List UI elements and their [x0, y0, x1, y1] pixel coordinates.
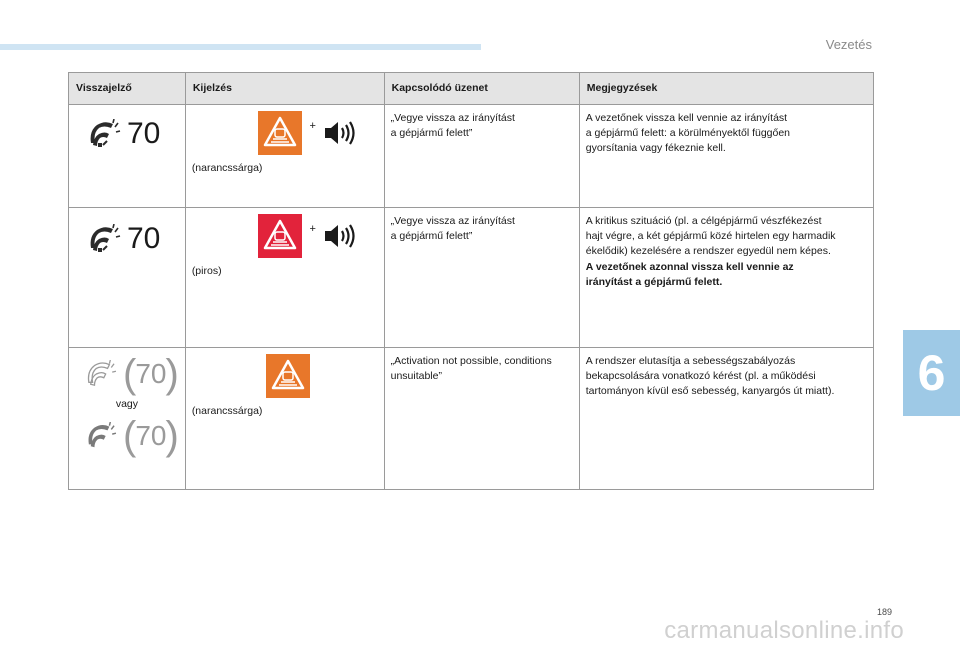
message-cell	[384, 208, 579, 348]
speed-value: 70	[135, 358, 167, 389]
steering-wheel-hands-off-icon	[87, 224, 121, 254]
display-caption: (piros)	[191, 265, 222, 277]
display-cell	[185, 208, 384, 348]
related-message: „Vegye vissza az irányítást a gépjármű felett”	[390, 112, 515, 140]
display-caption: (narancssárga)	[191, 162, 263, 174]
note-text: A kritikus szituáció (pl. a célgépjármű vészfékezést hajt végre, a két gépjármű közé hirtelen egy harmadik ékelődik) kezelésére a rendszer egyedül nem képes.	[585, 215, 836, 258]
display-caption: (narancssárga)	[191, 405, 263, 417]
or-label: vagy	[115, 397, 138, 410]
table-row	[69, 208, 874, 348]
plus-sign: +	[309, 120, 316, 133]
table-header-row	[69, 73, 874, 105]
indicator-cell	[69, 348, 186, 490]
indicator-table	[68, 72, 874, 490]
steering-wheel-hands-off-outline-icon	[85, 360, 117, 388]
speaker-sound-icon	[323, 222, 359, 250]
indicator-cell	[69, 208, 186, 348]
header-accent-bar	[0, 44, 481, 50]
speed-limit-inactive: ( 70 )	[123, 352, 179, 397]
plus-sign: +	[309, 223, 316, 236]
indicator-cell	[69, 105, 186, 208]
message-cell	[384, 348, 579, 490]
display-cell	[185, 105, 384, 208]
table-row	[69, 105, 874, 208]
table-row	[69, 348, 874, 490]
speaker-sound-icon	[323, 119, 359, 147]
speed-value: 70	[135, 419, 167, 451]
lane-departure-warning-orange-icon	[266, 354, 310, 398]
notes-cell	[579, 348, 873, 490]
related-message: „Vegye vissza az irányítást a gépjármű felett”	[390, 215, 515, 243]
column-header-indicator: Visszajelző	[69, 73, 186, 105]
note-text: A vezetőnek vissza kell vennie az irányítást a gépjármű felett: a körülményektől függően gyorsítania vagy fékeznie kell.	[585, 112, 791, 155]
lane-departure-warning-orange-icon	[258, 111, 302, 155]
steering-wheel-hands-off-icon	[85, 422, 117, 450]
notes-cell	[579, 105, 873, 208]
message-cell	[384, 105, 579, 208]
speed-value: 70	[127, 117, 161, 150]
related-message: „Activation not possible, conditions unsuitable”	[390, 355, 552, 383]
column-header-notes: Megjegyzések	[579, 73, 873, 105]
display-cell	[185, 348, 384, 490]
chapter-tab: 6	[903, 330, 960, 416]
speed-limit-inactive: ( 70 )	[123, 414, 179, 459]
notes-cell	[579, 208, 873, 348]
steering-wheel-hands-off-icon	[87, 119, 121, 149]
note-text: A rendszer elutasítja a sebességszabályozás bekapcsolására vonatkozó kérést (pl. a működési tartományon kívül eső sebesség, kanyargós út miatt).	[585, 355, 835, 398]
column-header-display: Kijelzés	[185, 73, 384, 105]
speed-value: 70	[127, 222, 161, 255]
watermark: carmanualsonline.info	[664, 617, 904, 644]
note-text-bold: A vezetőnek azonnal vissza kell vennie az irányítást a gépjármű felett.	[585, 260, 794, 288]
lane-departure-warning-red-icon	[258, 214, 302, 258]
section-title: Vezetés	[825, 37, 872, 52]
page-number: 189	[876, 607, 892, 617]
column-header-message: Kapcsolódó üzenet	[384, 73, 579, 105]
